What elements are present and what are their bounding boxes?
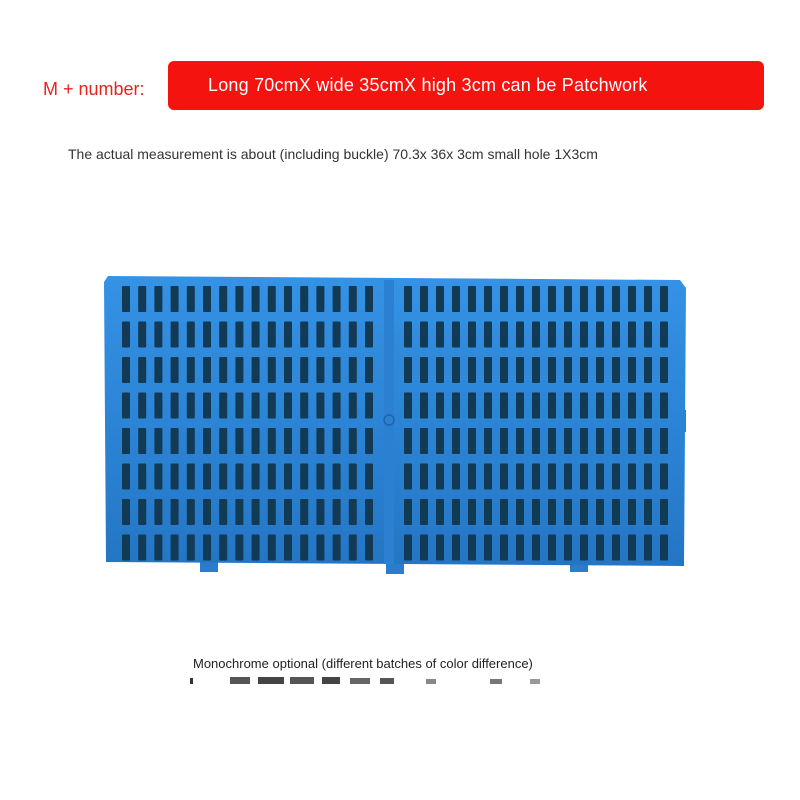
mat-hole: [219, 428, 227, 454]
mat-hole: [404, 499, 412, 525]
measurement-note: The actual measurement is about (including buckle) 70.3x 36x 3cm small hole 1X3cm: [68, 146, 598, 162]
mat-hole: [219, 499, 227, 525]
mat-hole: [349, 535, 357, 561]
mat-hole: [404, 464, 412, 490]
mat-hole: [235, 393, 243, 419]
mat-hole: [122, 322, 130, 348]
mat-hole: [235, 499, 243, 525]
mat-hole: [484, 322, 492, 348]
mat-hole: [404, 535, 412, 561]
mat-hole: [532, 357, 540, 383]
mat-hole: [436, 322, 444, 348]
grid-mat-photo: [100, 270, 690, 576]
mat-hole: [235, 428, 243, 454]
mat-hole: [500, 499, 508, 525]
mat-hole: [404, 393, 412, 419]
mat-hole: [171, 428, 179, 454]
mat-hole: [532, 535, 540, 561]
mat-hole: [500, 393, 508, 419]
mat-hole: [644, 393, 652, 419]
mat-hole: [203, 499, 211, 525]
mat-hole: [436, 357, 444, 383]
mat-hole: [580, 499, 588, 525]
mat-hole: [468, 464, 476, 490]
mat-hole: [187, 499, 195, 525]
mat-hole: [500, 535, 508, 561]
mat-hole: [516, 464, 524, 490]
mat-hole: [300, 322, 308, 348]
mat-hole: [333, 428, 341, 454]
mat-hole: [300, 357, 308, 383]
mat-hole: [468, 499, 476, 525]
mat-hole: [612, 464, 620, 490]
mat-hole: [187, 428, 195, 454]
mat-hole: [316, 499, 324, 525]
mat-hole: [316, 393, 324, 419]
mat-hole: [154, 464, 162, 490]
mat-hole: [154, 535, 162, 561]
mat-hole: [452, 393, 460, 419]
mat-hole: [612, 322, 620, 348]
mat-hole: [219, 357, 227, 383]
mat-hole: [404, 428, 412, 454]
mat-hole: [138, 322, 146, 348]
mat-hole: [349, 286, 357, 312]
mat-hole: [219, 393, 227, 419]
mat-center-seam: [384, 280, 394, 564]
mat-hole: [500, 357, 508, 383]
mat-hole: [516, 535, 524, 561]
mat-hole: [612, 428, 620, 454]
mat-hole: [644, 499, 652, 525]
mat-hole: [154, 393, 162, 419]
mat-hole: [660, 464, 668, 490]
mat-hole: [154, 428, 162, 454]
mat-hole: [154, 499, 162, 525]
mat-hole: [628, 357, 636, 383]
mat-hole: [138, 357, 146, 383]
mat-hole: [516, 499, 524, 525]
mat-hole: [154, 357, 162, 383]
mat-hole: [580, 464, 588, 490]
mat-hole: [580, 428, 588, 454]
mat-hole: [171, 357, 179, 383]
mat-hole: [452, 428, 460, 454]
mat-hole: [122, 357, 130, 383]
mat-hole: [349, 357, 357, 383]
mat-hole: [420, 286, 428, 312]
mat-hole: [436, 428, 444, 454]
mat-hole: [484, 286, 492, 312]
mat-hole: [252, 322, 260, 348]
mat-hole: [333, 499, 341, 525]
mat-hole: [436, 535, 444, 561]
mat-hole: [532, 322, 540, 348]
mat-hole: [596, 393, 604, 419]
mat-hole: [468, 428, 476, 454]
mat-hole: [252, 357, 260, 383]
mat-hole: [484, 464, 492, 490]
mat-hole: [452, 464, 460, 490]
mat-hole: [138, 464, 146, 490]
mat-hole: [365, 535, 373, 561]
mat-hole: [268, 535, 276, 561]
mat-hole: [532, 393, 540, 419]
mat-hole: [365, 464, 373, 490]
mat-hole: [316, 535, 324, 561]
mat-hole: [235, 286, 243, 312]
mat-hole: [548, 393, 556, 419]
mat-hole: [316, 464, 324, 490]
mat-hole: [252, 499, 260, 525]
mat-hole: [628, 286, 636, 312]
mat-hole: [612, 393, 620, 419]
mat-hole: [365, 428, 373, 454]
mat-hole: [516, 286, 524, 312]
mat-hole: [122, 428, 130, 454]
mat-hole: [300, 535, 308, 561]
mat-hole: [436, 464, 444, 490]
mat-hole: [628, 322, 636, 348]
mat-hole: [171, 393, 179, 419]
mat-hole: [349, 499, 357, 525]
mat-hole: [484, 393, 492, 419]
mat-hole: [203, 322, 211, 348]
mat-hole: [187, 464, 195, 490]
mat-hole: [436, 499, 444, 525]
mat-hole: [644, 428, 652, 454]
mat-hole: [596, 357, 604, 383]
mat-hole: [660, 535, 668, 561]
mat-hole: [516, 322, 524, 348]
mat-hole: [219, 322, 227, 348]
mat-hole: [596, 464, 604, 490]
mat-hole: [564, 428, 572, 454]
mat-hole: [580, 535, 588, 561]
mat-hole: [300, 464, 308, 490]
mat-hole: [252, 393, 260, 419]
mat-hole: [252, 535, 260, 561]
mat-hole: [628, 393, 636, 419]
mat-hole: [333, 535, 341, 561]
mat-hole: [564, 286, 572, 312]
mat-foot-left: [200, 562, 218, 572]
mat-hole: [420, 357, 428, 383]
mat-hole: [203, 428, 211, 454]
mat-hole: [420, 499, 428, 525]
mat-hole: [484, 535, 492, 561]
mat-hole: [171, 499, 179, 525]
mat-hole: [316, 286, 324, 312]
mat-hole: [468, 322, 476, 348]
mat-hole: [484, 499, 492, 525]
mat-hole: [564, 499, 572, 525]
mat-hole: [452, 499, 460, 525]
mat-hole: [564, 357, 572, 383]
mat-hole: [252, 428, 260, 454]
mat-hole: [203, 393, 211, 419]
mat-hole: [628, 499, 636, 525]
color-option-note: Monochrome optional (different batches of color difference): [193, 656, 533, 671]
mat-hole: [532, 286, 540, 312]
mat-hole: [122, 286, 130, 312]
mat-hole: [300, 499, 308, 525]
mat-hole: [268, 499, 276, 525]
mat-hole: [235, 357, 243, 383]
mat-hole: [596, 286, 604, 312]
mat-hole: [138, 286, 146, 312]
mat-hole: [122, 464, 130, 490]
mat-hole: [316, 322, 324, 348]
spec-banner: [168, 61, 764, 110]
mat-hole: [596, 322, 604, 348]
mat-hole: [596, 535, 604, 561]
spec-banner-text: Long 70cmX wide 35cmX high 3cm can be Patchwork: [208, 75, 648, 95]
mat-hole: [420, 393, 428, 419]
mat-hole: [300, 428, 308, 454]
mat-hole: [284, 393, 292, 419]
mat-hole: [452, 535, 460, 561]
mat-hole: [564, 464, 572, 490]
mat-hole: [187, 322, 195, 348]
mat-hole: [122, 393, 130, 419]
mat-hole: [333, 357, 341, 383]
mat-hole: [349, 393, 357, 419]
mat-hole: [500, 286, 508, 312]
mat-hole: [333, 393, 341, 419]
mat-hole: [333, 322, 341, 348]
mat-hole: [548, 428, 556, 454]
mat-hole: [404, 286, 412, 312]
mat-hole: [171, 286, 179, 312]
mat-hole: [349, 322, 357, 348]
mat-hole: [365, 286, 373, 312]
mat-hole: [138, 535, 146, 561]
mat-hole: [203, 464, 211, 490]
mat-hole: [203, 286, 211, 312]
mat-hole: [252, 286, 260, 312]
mat-hole: [333, 286, 341, 312]
mat-hole: [468, 286, 476, 312]
mat-hole: [596, 428, 604, 454]
mat-hole: [644, 535, 652, 561]
mat-hole: [660, 499, 668, 525]
mat-hole: [219, 464, 227, 490]
mat-hole: [612, 499, 620, 525]
mat-hole: [187, 393, 195, 419]
mat-hole: [660, 286, 668, 312]
mat-hole: [628, 535, 636, 561]
mat-hole: [516, 357, 524, 383]
mat-hole: [268, 393, 276, 419]
mat-hole: [235, 535, 243, 561]
mat-hole: [548, 322, 556, 348]
mat-hole: [548, 464, 556, 490]
mat-hole: [138, 393, 146, 419]
mat-hole: [365, 393, 373, 419]
mat-hole: [404, 322, 412, 348]
mat-hole: [187, 357, 195, 383]
mat-hole: [612, 286, 620, 312]
mat-hole: [284, 286, 292, 312]
mat-hole: [268, 464, 276, 490]
model-number-label: M + number:: [43, 79, 145, 99]
mat-hole: [436, 393, 444, 419]
mat-hole: [284, 499, 292, 525]
mat-hole: [436, 286, 444, 312]
mat-hole: [580, 286, 588, 312]
mat-hole: [548, 535, 556, 561]
mat-hole: [203, 357, 211, 383]
mat-hole: [468, 393, 476, 419]
color-swatch-strip: [190, 676, 610, 684]
mat-hole: [154, 322, 162, 348]
mat-hole: [500, 322, 508, 348]
mat-hole: [219, 286, 227, 312]
mat-hole: [580, 357, 588, 383]
mat-hole: [420, 322, 428, 348]
mat-hole: [596, 499, 604, 525]
mat-hole: [516, 393, 524, 419]
mat-hole: [660, 428, 668, 454]
mat-hole: [284, 428, 292, 454]
mat-hole: [235, 322, 243, 348]
mat-hole: [644, 322, 652, 348]
mat-hole: [612, 357, 620, 383]
mat-hole: [564, 393, 572, 419]
mat-hole: [268, 322, 276, 348]
mat-hole: [268, 286, 276, 312]
mat-hole: [484, 357, 492, 383]
mat-hole: [171, 322, 179, 348]
mat-hole: [452, 322, 460, 348]
mat-hole: [580, 393, 588, 419]
mat-hole: [268, 428, 276, 454]
mat-hole: [171, 535, 179, 561]
mat-hole: [516, 428, 524, 454]
mat-hole: [532, 464, 540, 490]
mat-hole: [300, 286, 308, 312]
mat-hole: [644, 286, 652, 312]
mat-hole: [122, 499, 130, 525]
mat-hole: [468, 535, 476, 561]
mat-hole: [365, 322, 373, 348]
mat-hole: [500, 428, 508, 454]
mat-hole: [316, 357, 324, 383]
mat-hole: [365, 357, 373, 383]
mat-hole: [548, 286, 556, 312]
mat-hole: [284, 464, 292, 490]
mat-hole: [300, 393, 308, 419]
mat-hole: [452, 357, 460, 383]
mat-hole: [564, 322, 572, 348]
mat-hole: [268, 357, 276, 383]
mat-hole: [284, 357, 292, 383]
mat-hole: [122, 535, 130, 561]
mat-hole: [349, 464, 357, 490]
mat-hole: [532, 428, 540, 454]
mat-hole: [628, 464, 636, 490]
mat-hole: [171, 464, 179, 490]
mat-hole: [404, 357, 412, 383]
mat-hole: [316, 428, 324, 454]
mat-hole: [564, 535, 572, 561]
mat-hole: [644, 464, 652, 490]
mat-hole: [612, 535, 620, 561]
mat-hole: [548, 357, 556, 383]
mat-hole: [420, 428, 428, 454]
mat-hole: [532, 499, 540, 525]
mat-hole: [484, 428, 492, 454]
mat-hole: [628, 428, 636, 454]
mat-hole: [235, 464, 243, 490]
mat-hole: [284, 535, 292, 561]
mat-hole: [660, 322, 668, 348]
mat-hole: [420, 535, 428, 561]
mat-hole: [138, 428, 146, 454]
mat-hole: [580, 322, 588, 348]
mat-hole: [644, 357, 652, 383]
mat-hole: [468, 357, 476, 383]
mat-hole: [660, 357, 668, 383]
mat-hole: [203, 535, 211, 561]
mat-hole: [420, 464, 428, 490]
mat-hole: [187, 535, 195, 561]
mat-hole: [252, 464, 260, 490]
mat-hole: [138, 499, 146, 525]
mat-hole: [349, 428, 357, 454]
mat-hole: [154, 286, 162, 312]
mat-hole: [500, 464, 508, 490]
mat-hole: [548, 499, 556, 525]
mat-hole: [284, 322, 292, 348]
mat-hole: [660, 393, 668, 419]
mat-hole: [365, 499, 373, 525]
mat-hole: [187, 286, 195, 312]
mat-hole: [452, 286, 460, 312]
mat-hole: [219, 535, 227, 561]
mat-hole: [333, 464, 341, 490]
